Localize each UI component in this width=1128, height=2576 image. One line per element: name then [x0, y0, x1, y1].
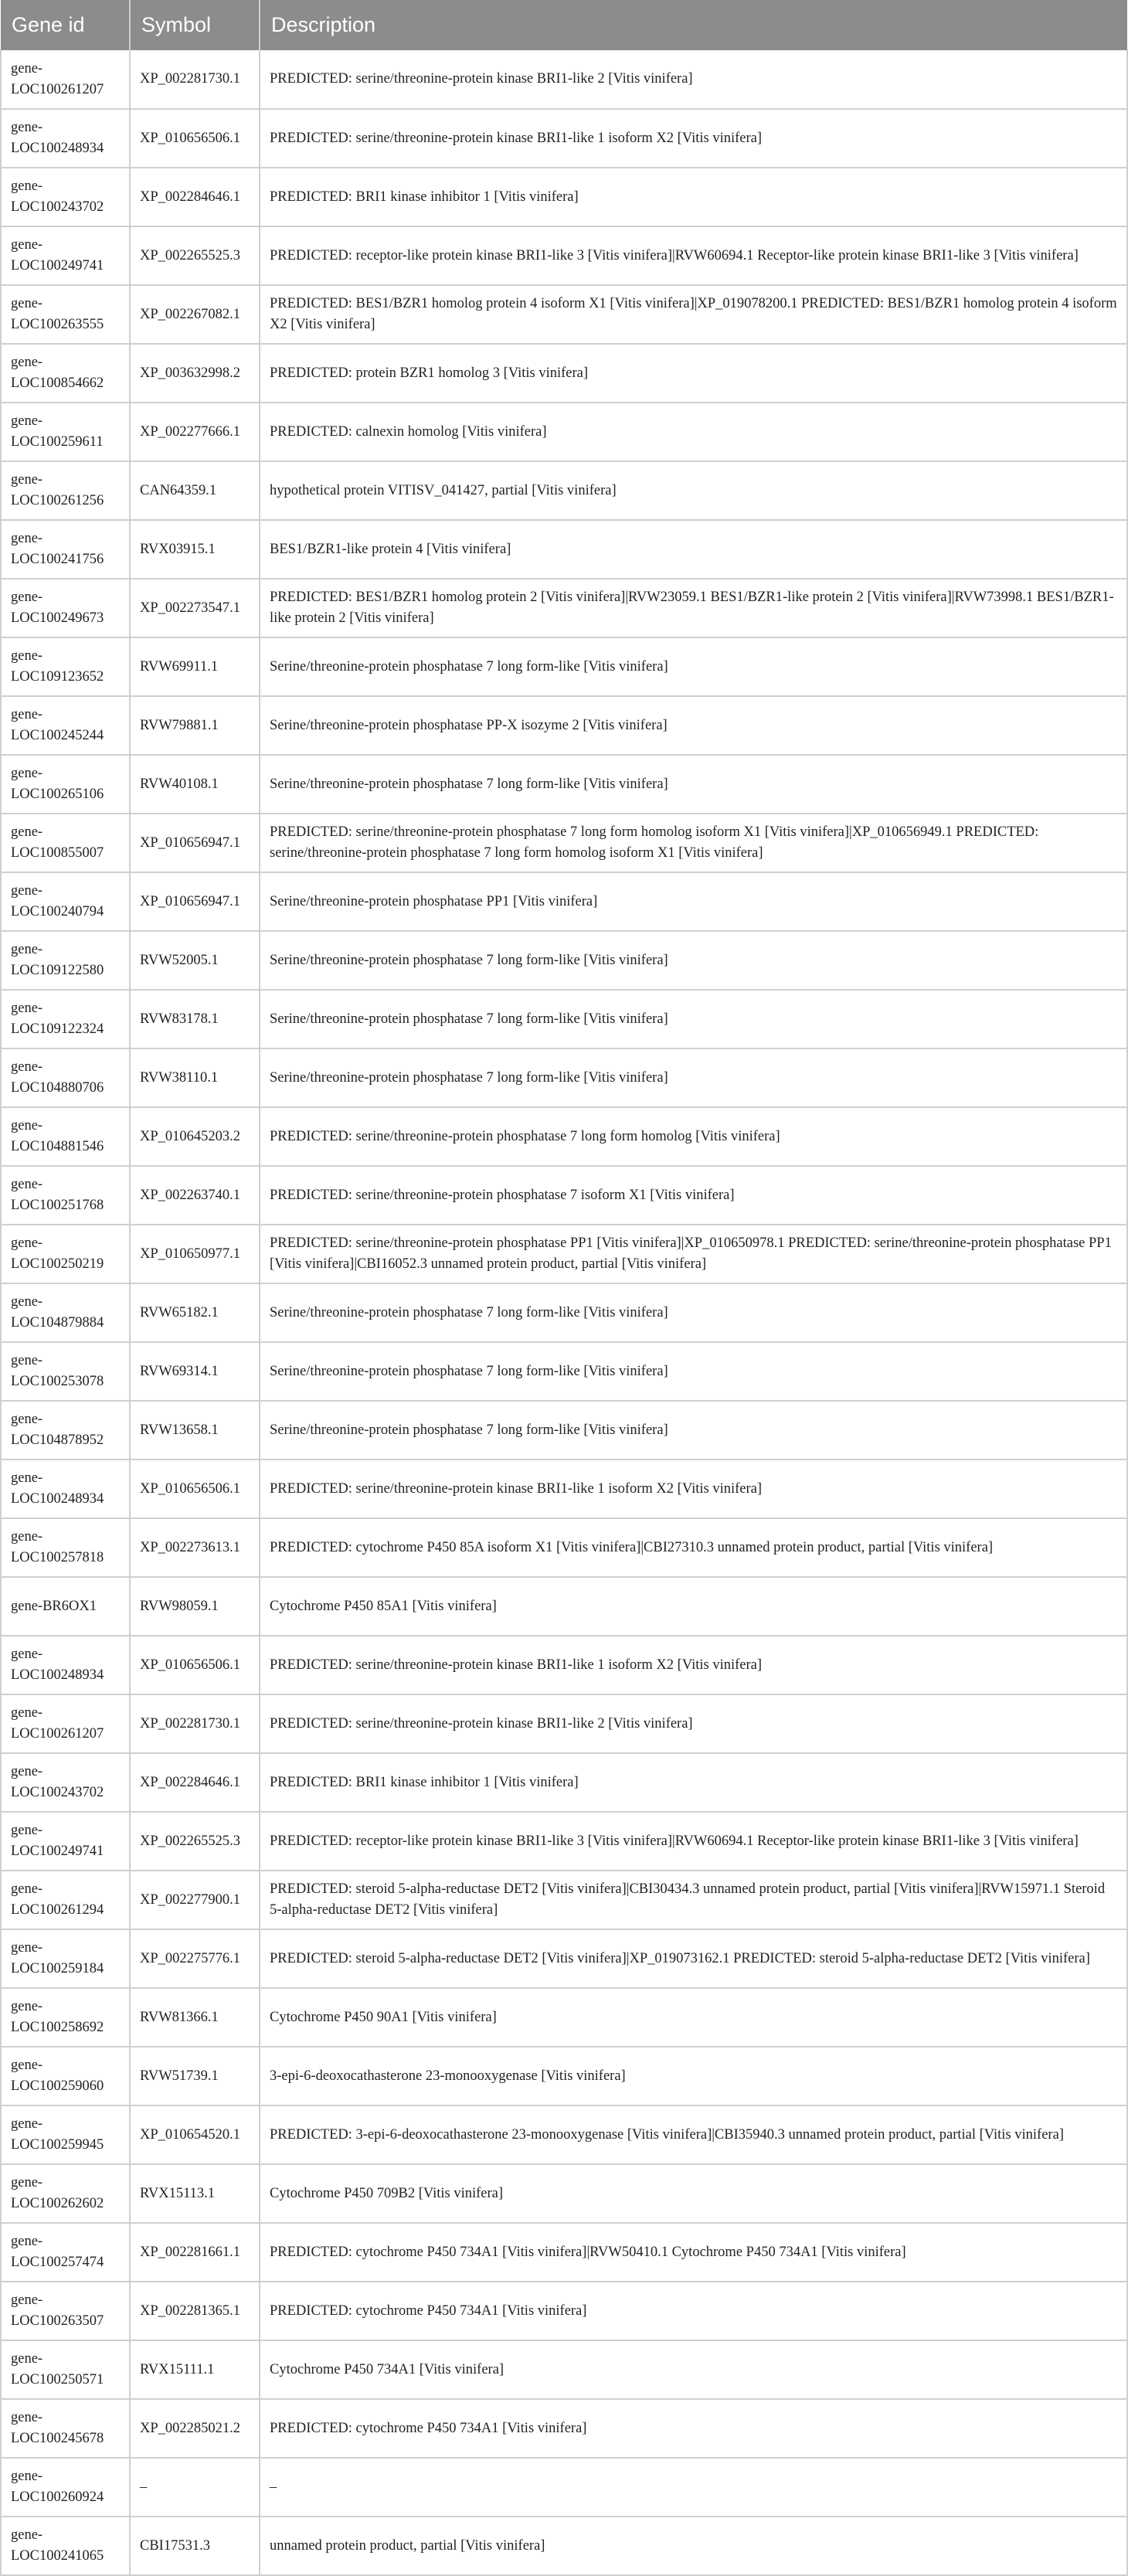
table-row: [1, 1636, 1127, 1694]
symbol-cell: XP_002277666.1: [130, 403, 260, 461]
description-cell: PREDICTED: serine/threonine-protein kinase BRI1-like 2 [Vitis vinifera]: [260, 1694, 1127, 1753]
table-body: [1, 50, 1127, 2575]
description-cell: PREDICTED: steroid 5-alpha-reductase DET2 [Vitis vinifera]|XP_019073162.1 PREDICTED: steroid 5-alpha-reductase DET2 [Vitis vinifera]: [260, 1929, 1127, 1988]
table-row: [1, 344, 1127, 403]
description-cell: Serine/threonine-protein phosphatase PP1 [Vitis vinifera]: [260, 872, 1127, 931]
table-row: [1, 50, 1127, 109]
symbol-cell: XP_010645203.2: [130, 1107, 260, 1166]
description-cell: PREDICTED: calnexin homolog [Vitis vinifera]: [260, 403, 1127, 461]
symbol-cell: XP_010656506.1: [130, 1636, 260, 1694]
table-row: [1, 1107, 1127, 1166]
table-row: [1, 1694, 1127, 1753]
description-cell: Serine/threonine-protein phosphatase 7 long form-like [Vitis vinifera]: [260, 1401, 1127, 1460]
gene-id-cell: gene-LOC100259060: [1, 2047, 130, 2105]
table-row: [1, 2223, 1127, 2282]
description-cell: 3-epi-6-deoxocathasterone 23-monooxygenase [Vitis vinifera]: [260, 2047, 1127, 2105]
symbol-cell: CAN64359.1: [130, 461, 260, 520]
symbol-cell: XP_010650977.1: [130, 1225, 260, 1283]
gene-id-cell: gene-LOC100259945: [1, 2105, 130, 2164]
table-row: [1, 579, 1127, 637]
symbol-cell: RVX15113.1: [130, 2164, 260, 2223]
table-row: [1, 285, 1127, 344]
description-cell: PREDICTED: BRI1 kinase inhibitor 1 [Vitis vinifera]: [260, 168, 1127, 226]
gene-id-cell: gene-LOC100261256: [1, 461, 130, 520]
gene-id-cell: gene-LOC100263507: [1, 2282, 130, 2340]
symbol-cell: XP_002285021.2: [130, 2399, 260, 2458]
gene-id-cell: gene-LOC100259611: [1, 403, 130, 461]
gene-id-cell: gene-LOC109123652: [1, 637, 130, 696]
gene-id-cell: gene-LOC100248934: [1, 109, 130, 168]
gene-id-cell: gene-LOC100260924: [1, 2458, 130, 2517]
gene-id-cell: gene-LOC104878952: [1, 1401, 130, 1460]
table-row: [1, 2105, 1127, 2164]
symbol-cell: –: [130, 2458, 260, 2517]
symbol-cell: RVW69314.1: [130, 1342, 260, 1401]
table-row: [1, 1225, 1127, 1283]
table-row: [1, 1166, 1127, 1225]
gene-id-cell: gene-LOC100241065: [1, 2517, 130, 2575]
table-row: [1, 109, 1127, 168]
table-row: [1, 755, 1127, 814]
table-row: [1, 872, 1127, 931]
table-row: [1, 1871, 1127, 1929]
table-row: [1, 2399, 1127, 2458]
gene-id-cell: gene-LOC100245678: [1, 2399, 130, 2458]
gene-id-cell: gene-LOC104879884: [1, 1283, 130, 1342]
description-cell: Serine/threonine-protein phosphatase 7 long form-like [Vitis vinifera]: [260, 755, 1127, 814]
symbol-cell: XP_002281661.1: [130, 2223, 260, 2282]
gene-id-cell: gene-LOC100855007: [1, 814, 130, 872]
description-cell: PREDICTED: cytochrome P450 734A1 [Vitis vinifera]: [260, 2282, 1127, 2340]
symbol-cell: RVW69911.1: [130, 637, 260, 696]
gene-id-cell: gene-LOC100249741: [1, 226, 130, 285]
description-cell: PREDICTED: cytochrome P450 85A isoform X1 [Vitis vinifera]|CBI27310.3 unnamed protein product, partial [Vitis vinifera]: [260, 1518, 1127, 1577]
gene-id-cell: gene-LOC100251768: [1, 1166, 130, 1225]
gene-id-cell: gene-LOC100261207: [1, 50, 130, 109]
gene-id-cell: gene-LOC100265106: [1, 755, 130, 814]
description-cell: Cytochrome P450 85A1 [Vitis vinifera]: [260, 1577, 1127, 1636]
symbol-cell: RVX15111.1: [130, 2340, 260, 2399]
table-row: [1, 1577, 1127, 1636]
table-row: [1, 1518, 1127, 1577]
description-cell: PREDICTED: serine/threonine-protein phosphatase 7 isoform X1 [Vitis vinifera]: [260, 1166, 1127, 1225]
gene-id-cell: gene-LOC100854662: [1, 344, 130, 403]
symbol-cell: RVW98059.1: [130, 1577, 260, 1636]
description-cell: PREDICTED: serine/threonine-protein kinase BRI1-like 1 isoform X2 [Vitis vinifera]: [260, 109, 1127, 168]
description-cell: PREDICTED: BES1/BZR1 homolog protein 4 isoform X1 [Vitis vinifera]|XP_019078200.1 PREDICTED: BES1/BZR1 homolog protein 4 isoform X2 [Vitis vinifera]: [260, 285, 1127, 344]
gene-id-cell: gene-LOC100253078: [1, 1342, 130, 1401]
symbol-cell: XP_002273613.1: [130, 1518, 260, 1577]
gene-id-cell: gene-LOC100250219: [1, 1225, 130, 1283]
gene-id-cell: gene-LOC100248934: [1, 1460, 130, 1518]
symbol-cell: XP_002275776.1: [130, 1929, 260, 1988]
description-cell: PREDICTED: receptor-like protein kinase BRI1-like 3 [Vitis vinifera]|RVW60694.1 Receptor-like protein kinase BRI1-like 3 [Vitis vinifera]: [260, 1812, 1127, 1871]
description-cell: unnamed protein product, partial [Vitis vinifera]: [260, 2517, 1127, 2575]
description-cell: Serine/threonine-protein phosphatase 7 long form-like [Vitis vinifera]: [260, 1342, 1127, 1401]
symbol-cell: XP_002267082.1: [130, 285, 260, 344]
gene-id-cell: gene-LOC100261207: [1, 1694, 130, 1753]
gene-id-cell: gene-LOC100257818: [1, 1518, 130, 1577]
header-row: [1, 0, 1127, 50]
gene-id-cell: gene-LOC100258692: [1, 1988, 130, 2047]
gene-id-cell: gene-LOC100250571: [1, 2340, 130, 2399]
symbol-cell: XP_010654520.1: [130, 2105, 260, 2164]
description-cell: BES1/BZR1-like protein 4 [Vitis vinifera]: [260, 520, 1127, 579]
description-cell: PREDICTED: serine/threonine-protein phosphatase 7 long form homolog isoform X1 [Vitis vinifera]|XP_010656949.1 PREDICTED: serine/threonine-protein phosphatase 7 long form homolog isoform X1 [Vitis vinifera]: [260, 814, 1127, 872]
table-row: [1, 1812, 1127, 1871]
table-row: [1, 696, 1127, 755]
gene-id-cell: gene-LOC100243702: [1, 168, 130, 226]
symbol-cell: XP_010656506.1: [130, 1460, 260, 1518]
gene-id-cell: gene-LOC104881546: [1, 1107, 130, 1166]
symbol-cell: XP_010656947.1: [130, 814, 260, 872]
gene-id-cell: gene-LOC100257474: [1, 2223, 130, 2282]
table-row: [1, 2458, 1127, 2517]
description-cell: Cytochrome P450 709B2 [Vitis vinifera]: [260, 2164, 1127, 2223]
symbol-cell: RVW38110.1: [130, 1048, 260, 1107]
gene-id-cell: gene-LOC100263555: [1, 285, 130, 344]
symbol-cell: XP_002265525.3: [130, 226, 260, 285]
table-row: [1, 990, 1127, 1048]
symbol-cell: XP_002273547.1: [130, 579, 260, 637]
description-cell: PREDICTED: serine/threonine-protein kinase BRI1-like 2 [Vitis vinifera]: [260, 50, 1127, 109]
table-row: [1, 2517, 1127, 2575]
table-row: [1, 931, 1127, 990]
table-row: [1, 1048, 1127, 1107]
table-row: [1, 403, 1127, 461]
description-cell: PREDICTED: cytochrome P450 734A1 [Vitis vinifera]|RVW50410.1 Cytochrome P450 734A1 [Vitis vinifera]: [260, 2223, 1127, 2282]
header-gene-id: Gene id: [1, 0, 130, 50]
description-cell: Serine/threonine-protein phosphatase 7 long form-like [Vitis vinifera]: [260, 990, 1127, 1048]
description-cell: PREDICTED: cytochrome P450 734A1 [Vitis vinifera]: [260, 2399, 1127, 2458]
symbol-cell: XP_002263740.1: [130, 1166, 260, 1225]
table-header: [1, 0, 1127, 50]
symbol-cell: XP_002281730.1: [130, 50, 260, 109]
description-cell: Serine/threonine-protein phosphatase 7 long form-like [Vitis vinifera]: [260, 1048, 1127, 1107]
table-row: [1, 1753, 1127, 1812]
gene-id-cell: gene-BR6OX1: [1, 1577, 130, 1636]
symbol-cell: RVW40108.1: [130, 755, 260, 814]
symbol-cell: XP_010656947.1: [130, 872, 260, 931]
symbol-cell: XP_003632998.2: [130, 344, 260, 403]
symbol-cell: RVX03915.1: [130, 520, 260, 579]
gene-id-cell: gene-LOC100249741: [1, 1812, 130, 1871]
table-row: [1, 2047, 1127, 2105]
table-row: [1, 1988, 1127, 2047]
table-row: [1, 2164, 1127, 2223]
table-row: [1, 1460, 1127, 1518]
table-row: [1, 520, 1127, 579]
description-cell: Serine/threonine-protein phosphatase 7 long form-like [Vitis vinifera]: [260, 1283, 1127, 1342]
table-row: [1, 1401, 1127, 1460]
description-cell: PREDICTED: serine/threonine-protein phosphatase PP1 [Vitis vinifera]|XP_010650978.1 PREDICTED: serine/threonine-protein phosphatase PP1 [Vitis vinifera]|CBI16052.3 unnamed protein product, partial [Vitis vinifera]: [260, 1225, 1127, 1283]
symbol-cell: XP_002284646.1: [130, 168, 260, 226]
description-cell: PREDICTED: serine/threonine-protein kinase BRI1-like 1 isoform X2 [Vitis vinifera]: [260, 1636, 1127, 1694]
gene-id-cell: gene-LOC104880706: [1, 1048, 130, 1107]
description-cell: PREDICTED: receptor-like protein kinase BRI1-like 3 [Vitis vinifera]|RVW60694.1 Receptor-like protein kinase BRI1-like 3 [Vitis vinifera]: [260, 226, 1127, 285]
description-cell: PREDICTED: serine/threonine-protein kinase BRI1-like 1 isoform X2 [Vitis vinifera]: [260, 1460, 1127, 1518]
description-cell: Serine/threonine-protein phosphatase 7 long form-like [Vitis vinifera]: [260, 931, 1127, 990]
header-description: Description: [271, 13, 376, 36]
gene-id-cell: gene-LOC100240794: [1, 872, 130, 931]
table-row: [1, 461, 1127, 520]
symbol-cell: XP_010656506.1: [130, 109, 260, 168]
symbol-cell: XP_002284646.1: [130, 1753, 260, 1812]
gene-id-cell: gene-LOC100262602: [1, 2164, 130, 2223]
table-row: [1, 637, 1127, 696]
header-symbol: Symbol: [130, 0, 260, 50]
description-cell: PREDICTED: 3-epi-6-deoxocathasterone 23-monooxygenase [Vitis vinifera]|CBI35940.3 unnamed protein product, partial [Vitis vinifera]: [260, 2105, 1127, 2164]
table-row: [1, 1283, 1127, 1342]
description-cell: PREDICTED: steroid 5-alpha-reductase DET2 [Vitis vinifera]|CBI30434.3 unnamed protein product, partial [Vitis vinifera]|RVW15971.1 Steroid 5-alpha-reductase DET2 [Vitis vinifera]: [260, 1871, 1127, 1929]
table-row: [1, 226, 1127, 285]
gene-id-cell: gene-LOC109122580: [1, 931, 130, 990]
gene-id-cell: gene-LOC100259184: [1, 1929, 130, 1988]
description-cell: PREDICTED: serine/threonine-protein phosphatase 7 long form homolog [Vitis vinifera]: [260, 1107, 1127, 1166]
table-row: [1, 814, 1127, 872]
symbol-cell: RVW65182.1: [130, 1283, 260, 1342]
symbol-cell: RVW13658.1: [130, 1401, 260, 1460]
symbol-cell: RVW52005.1: [130, 931, 260, 990]
symbol-cell: CBI17531.3: [130, 2517, 260, 2575]
gene-id-cell: gene-LOC109122324: [1, 990, 130, 1048]
symbol-cell: RVW51739.1: [130, 2047, 260, 2105]
symbol-cell: XP_002281365.1: [130, 2282, 260, 2340]
description-cell: PREDICTED: BES1/BZR1 homolog protein 2 [Vitis vinifera]|RVW23059.1 BES1/BZR1-like protein 2 [Vitis vinifera]|RVW73998.1 BES1/BZR1-like protein 2 [Vitis vinifera]: [260, 579, 1127, 637]
description-cell: –: [260, 2458, 1127, 2517]
table-row: [1, 2282, 1127, 2340]
symbol-cell: RVW83178.1: [130, 990, 260, 1048]
gene-id-cell: gene-LOC100243702: [1, 1753, 130, 1812]
description-cell: Serine/threonine-protein phosphatase PP-X isozyme 2 [Vitis vinifera]: [260, 696, 1127, 755]
table-row: [1, 168, 1127, 226]
description-cell: hypothetical protein VITISV_041427, partial [Vitis vinifera]: [260, 461, 1127, 520]
symbol-cell: XP_002265525.3: [130, 1812, 260, 1871]
description-cell: Serine/threonine-protein phosphatase 7 long form-like [Vitis vinifera]: [260, 637, 1127, 696]
gene-id-cell: gene-LOC100245244: [1, 696, 130, 755]
symbol-cell: RVW81366.1: [130, 1988, 260, 2047]
description-cell: PREDICTED: protein BZR1 homolog 3 [Vitis vinifera]: [260, 344, 1127, 403]
gene-id-cell: gene-LOC100241756: [1, 520, 130, 579]
description-cell: PREDICTED: BRI1 kinase inhibitor 1 [Vitis vinifera]: [260, 1753, 1127, 1812]
symbol-cell: XP_002281730.1: [130, 1694, 260, 1753]
table-row: [1, 1929, 1127, 1988]
gene-id-cell: gene-LOC100248934: [1, 1636, 130, 1694]
table-row: [1, 2340, 1127, 2399]
description-cell: Cytochrome P450 734A1 [Vitis vinifera]: [260, 2340, 1127, 2399]
gene-id-cell: gene-LOC100261294: [1, 1871, 130, 1929]
symbol-cell: RVW79881.1: [130, 696, 260, 755]
symbol-cell: XP_002277900.1: [130, 1871, 260, 1929]
description-cell: Cytochrome P450 90A1 [Vitis vinifera]: [260, 1988, 1127, 2047]
gene-id-cell: gene-LOC100249673: [1, 579, 130, 637]
table-row: [1, 1342, 1127, 1401]
